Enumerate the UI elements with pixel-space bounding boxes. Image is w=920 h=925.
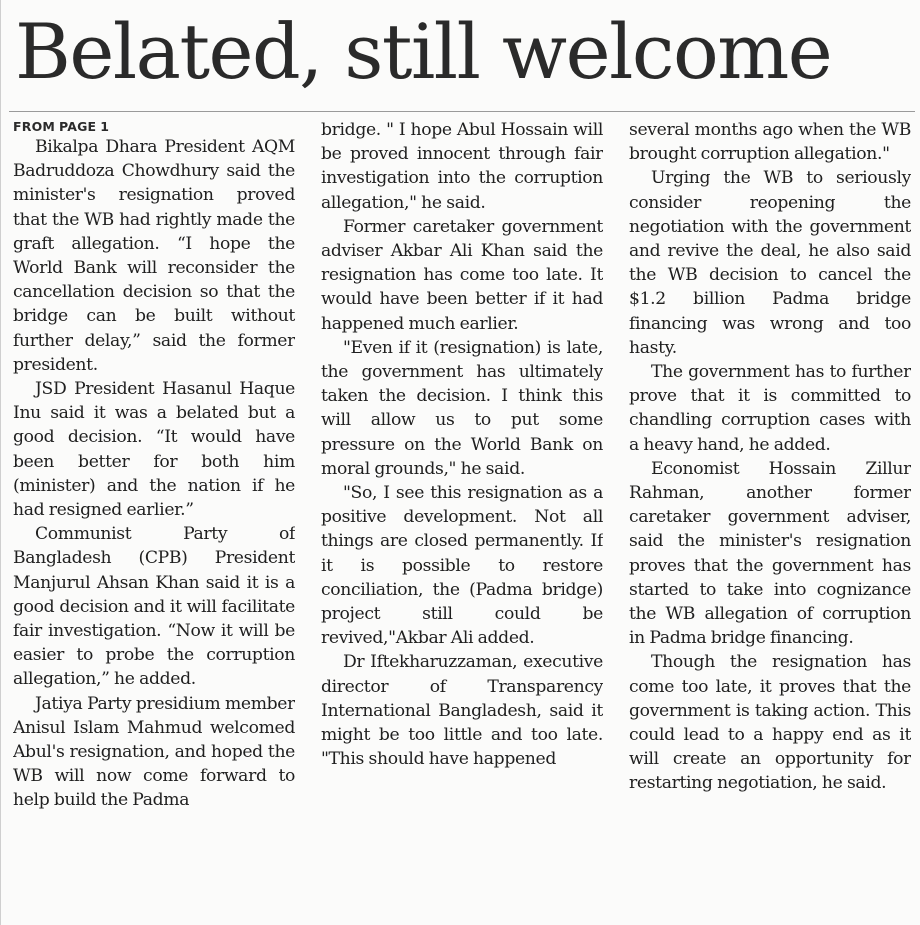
column-3 (629, 118, 911, 924)
paragraph: Economist Hossain Zillur Rahman, another former caretaker government adviser, said the minister's resignation proves that the government has started to take into cognizance the WB allegation of corruption in Padma bridge financing. (629, 458, 911, 649)
paragraph: bridge. " I hope Abul Hossain will be proved innocent through fair investigation into the corruption allegation," he said. (321, 120, 603, 213)
headline-rule (9, 111, 915, 112)
kicker: FROM PAGE 1 (13, 119, 110, 134)
paragraph: JSD President Hasanul Haque Inu said it was a belated but a good decision. “It would have been better for both him (minister) and the nation if he had resigned earlier.” (13, 379, 295, 521)
paragraph: Bikalpa Dhara President AQM Badruddoza Chowdhury said the minister's resignation proved that the WB had rightly made the graft allegation. “I hope the World Bank will reconsider the cancellation decision so that the bridge can be built without further delay,” said the former president. (13, 137, 295, 375)
paragraph: Communist Party of Bangladesh (CPB) President Manjurul Ahsan Khan said it is a good decision and it will facilitate fair investigation. “Now it will be easier to probe the corruption allegation,” he added. (13, 524, 295, 690)
paragraph: "Even if it (resignation) is late, the government has ultimately taken the decision. I think this will allow us to put some pressure on the World Bank on moral grounds," he said. (321, 337, 603, 479)
paragraph: "So, I see this resignation as a positive development. Not all things are closed permanently. If it is possible to restore conciliation, the (Padma bridge) project still could be revived,"Akbar Ali added. (321, 483, 603, 649)
paragraph: Jatiya Party presidium member Anisul Islam Mahmud welcomed Abul's resignation, and hoped the WB will now come forward to help build the Padma (13, 693, 295, 811)
headline: Belated, still welcome (15, 7, 832, 96)
column-2 (321, 118, 603, 924)
paragraph: The government has to further prove that it is committed to chandling corruption cases with a heavy hand, he added. (629, 362, 911, 455)
paragraph: several months ago when the WB brought corruption allegation." (629, 120, 911, 165)
paragraph: Former caretaker government adviser Akbar Ali Khan said the resignation has come too late. It would have been better if it had happened much earlier. (321, 216, 603, 334)
paragraph: Though the resignation has come too late, it proves that the government is taking action. This could lead to a happy end as it will create an opportunity for restarting negotiation, he said. (629, 652, 911, 794)
column-1 (13, 118, 295, 924)
paragraph: Urging the WB to seriously consider reopening the negotiation with the government and revive the deal, he also said the WB decision to cancel the $1.2 billion Padma bridge financing was wrong and too hasty. (629, 168, 911, 358)
paragraph: Dr Iftekharuzzaman, executive director of Transparency International Bangladesh, said it might be too little and too late. "This should have happened (321, 652, 603, 770)
